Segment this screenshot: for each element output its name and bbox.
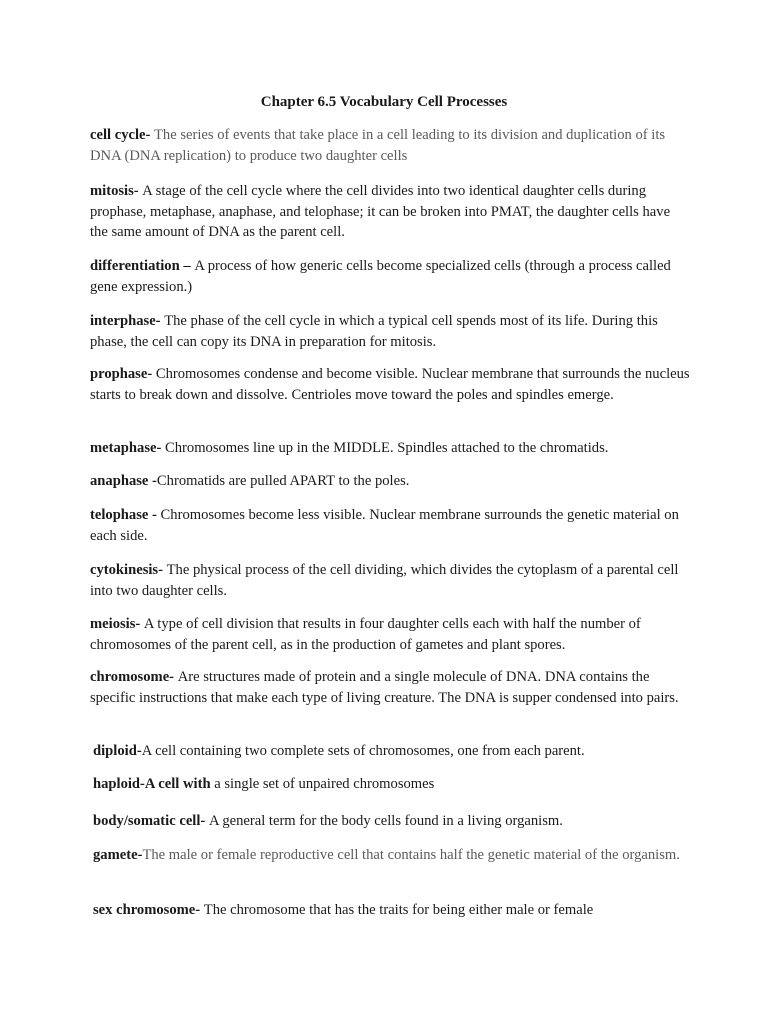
vocab-separator: -: [135, 616, 144, 632]
vocab-separator: -: [195, 902, 204, 918]
vocab-entry-mitosis: [90, 181, 690, 243]
vocab-term: sex chromosome: [93, 902, 196, 918]
vocab-separator: -: [155, 313, 165, 329]
vocab-term: differentiation: [90, 258, 180, 274]
vocab-separator: -: [148, 473, 157, 489]
vocab-definition: A cell containing two complete sets of chromosomes, one from each parent.: [141, 743, 585, 759]
vocab-entry-anaphase: [90, 471, 690, 492]
vocab-term: interphase: [90, 313, 156, 329]
vocab-separator: -: [169, 669, 178, 685]
vocab-entry-telophase: [90, 505, 690, 546]
vocab-entry-haploid: [93, 774, 693, 795]
vocab-entry-meiosis: [90, 614, 690, 655]
vocab-term: diploid: [93, 743, 137, 759]
vocab-entry-gamete: [93, 845, 693, 866]
vocab-separator: -: [137, 847, 143, 863]
vocab-definition: Chromosomes condense and become visible. Nuclear membrane that surrounds the nucleus starts to break down and dissolve. Centrioles move toward the poles and spindles emerge.: [90, 366, 690, 403]
vocab-entry-metaphase: [90, 438, 690, 459]
vocab-definition: A process of how generic cells become specialized cells (through a process called gene expression.): [90, 258, 671, 295]
vocab-term: telophase: [90, 507, 149, 523]
vocab-entry-cytokinesis: [90, 560, 690, 601]
vocab-entry-cell-cycle: [90, 125, 690, 166]
vocab-entry-body-somatic-cell: [93, 811, 693, 832]
vocab-definition: The male or female reproductive cell that contains half the genetic material of the organism.: [142, 847, 680, 863]
vocab-entry-interphase: [90, 311, 690, 352]
vocab-separator: -: [147, 366, 156, 382]
vocab-separator: –: [179, 258, 195, 274]
vocab-term: metaphase: [90, 440, 157, 456]
vocab-definition: a single set of unpaired chromosomes: [214, 776, 435, 792]
vocab-term: anaphase: [90, 473, 149, 489]
vocab-definition: The physical process of the cell dividing, which divides the cytoplasm of a parental cell into two daughter cells.: [90, 562, 679, 599]
vocab-term: body/somatic cell: [93, 813, 201, 829]
vocab-separator: -: [145, 127, 155, 143]
vocab-separator: -: [156, 440, 165, 456]
vocab-definition: A stage of the cell cycle where the cell divides into two identical daughter cells during prophase, metaphase, anaphase, and telophase; it can be broken into PMAT, the daughter cells have the same amount of DNA as the parent cell.: [90, 183, 671, 240]
vocab-term: gamete: [93, 847, 138, 863]
vocab-entry-chromosome: [90, 667, 690, 708]
vocab-definition: A general term for the body cells found in a living organism.: [208, 813, 563, 829]
vocab-term: mitosis: [90, 183, 134, 199]
vocab-entry-diploid: [93, 741, 693, 762]
vocab-term: haploid-A cell with: [93, 776, 211, 792]
vocab-separator: -: [148, 507, 161, 523]
vocab-entry-differentiation: [90, 256, 690, 297]
vocab-separator: -: [200, 813, 209, 829]
vocab-separator: -: [136, 743, 142, 759]
vocab-definition: The chromosome that has the traits for being either male or female: [203, 902, 594, 918]
vocab-definition: Are structures made of protein and a single molecule of DNA. DNA contains the specific instructions that make each type of living creature. The DNA is supper condensed into pairs.: [90, 669, 679, 706]
vocab-definition: The series of events that take place in a cell leading to its division and duplication of its DNA (DNA replication) to produce two daughter cells: [90, 127, 666, 164]
vocab-definition: Chromosomes line up in the MIDDLE. Spindles attached to the chromatids.: [165, 440, 609, 456]
vocab-definition: Chromatids are pulled APART to the poles.: [156, 473, 410, 489]
vocab-term: chromosome: [90, 669, 170, 685]
vocab-entry-sex-chromosome: [93, 900, 693, 921]
page-title: Chapter 6.5 Vocabulary Cell Processes: [260, 94, 508, 110]
vocab-definition: The phase of the cell cycle in which a typical cell spends most of its life. During this phase, the cell can copy its DNA in preparation for mitosis.: [90, 313, 658, 350]
vocab-entry-prophase: [90, 364, 690, 405]
vocab-term: prophase: [90, 366, 148, 382]
vocab-separator: -: [158, 562, 167, 578]
vocab-definition: Chromosomes become less visible. Nuclear membrane surrounds the genetic material on each side.: [90, 507, 679, 544]
vocab-separator: -: [133, 183, 143, 199]
vocab-term: cytokinesis: [90, 562, 159, 578]
vocab-term: cell cycle: [90, 127, 146, 143]
vocab-definition: A type of cell division that results in four daughter cells each with half the number of chromosomes of the parent cell, as in the production of gametes and plant spores.: [90, 616, 641, 653]
vocab-term: meiosis: [90, 616, 136, 632]
